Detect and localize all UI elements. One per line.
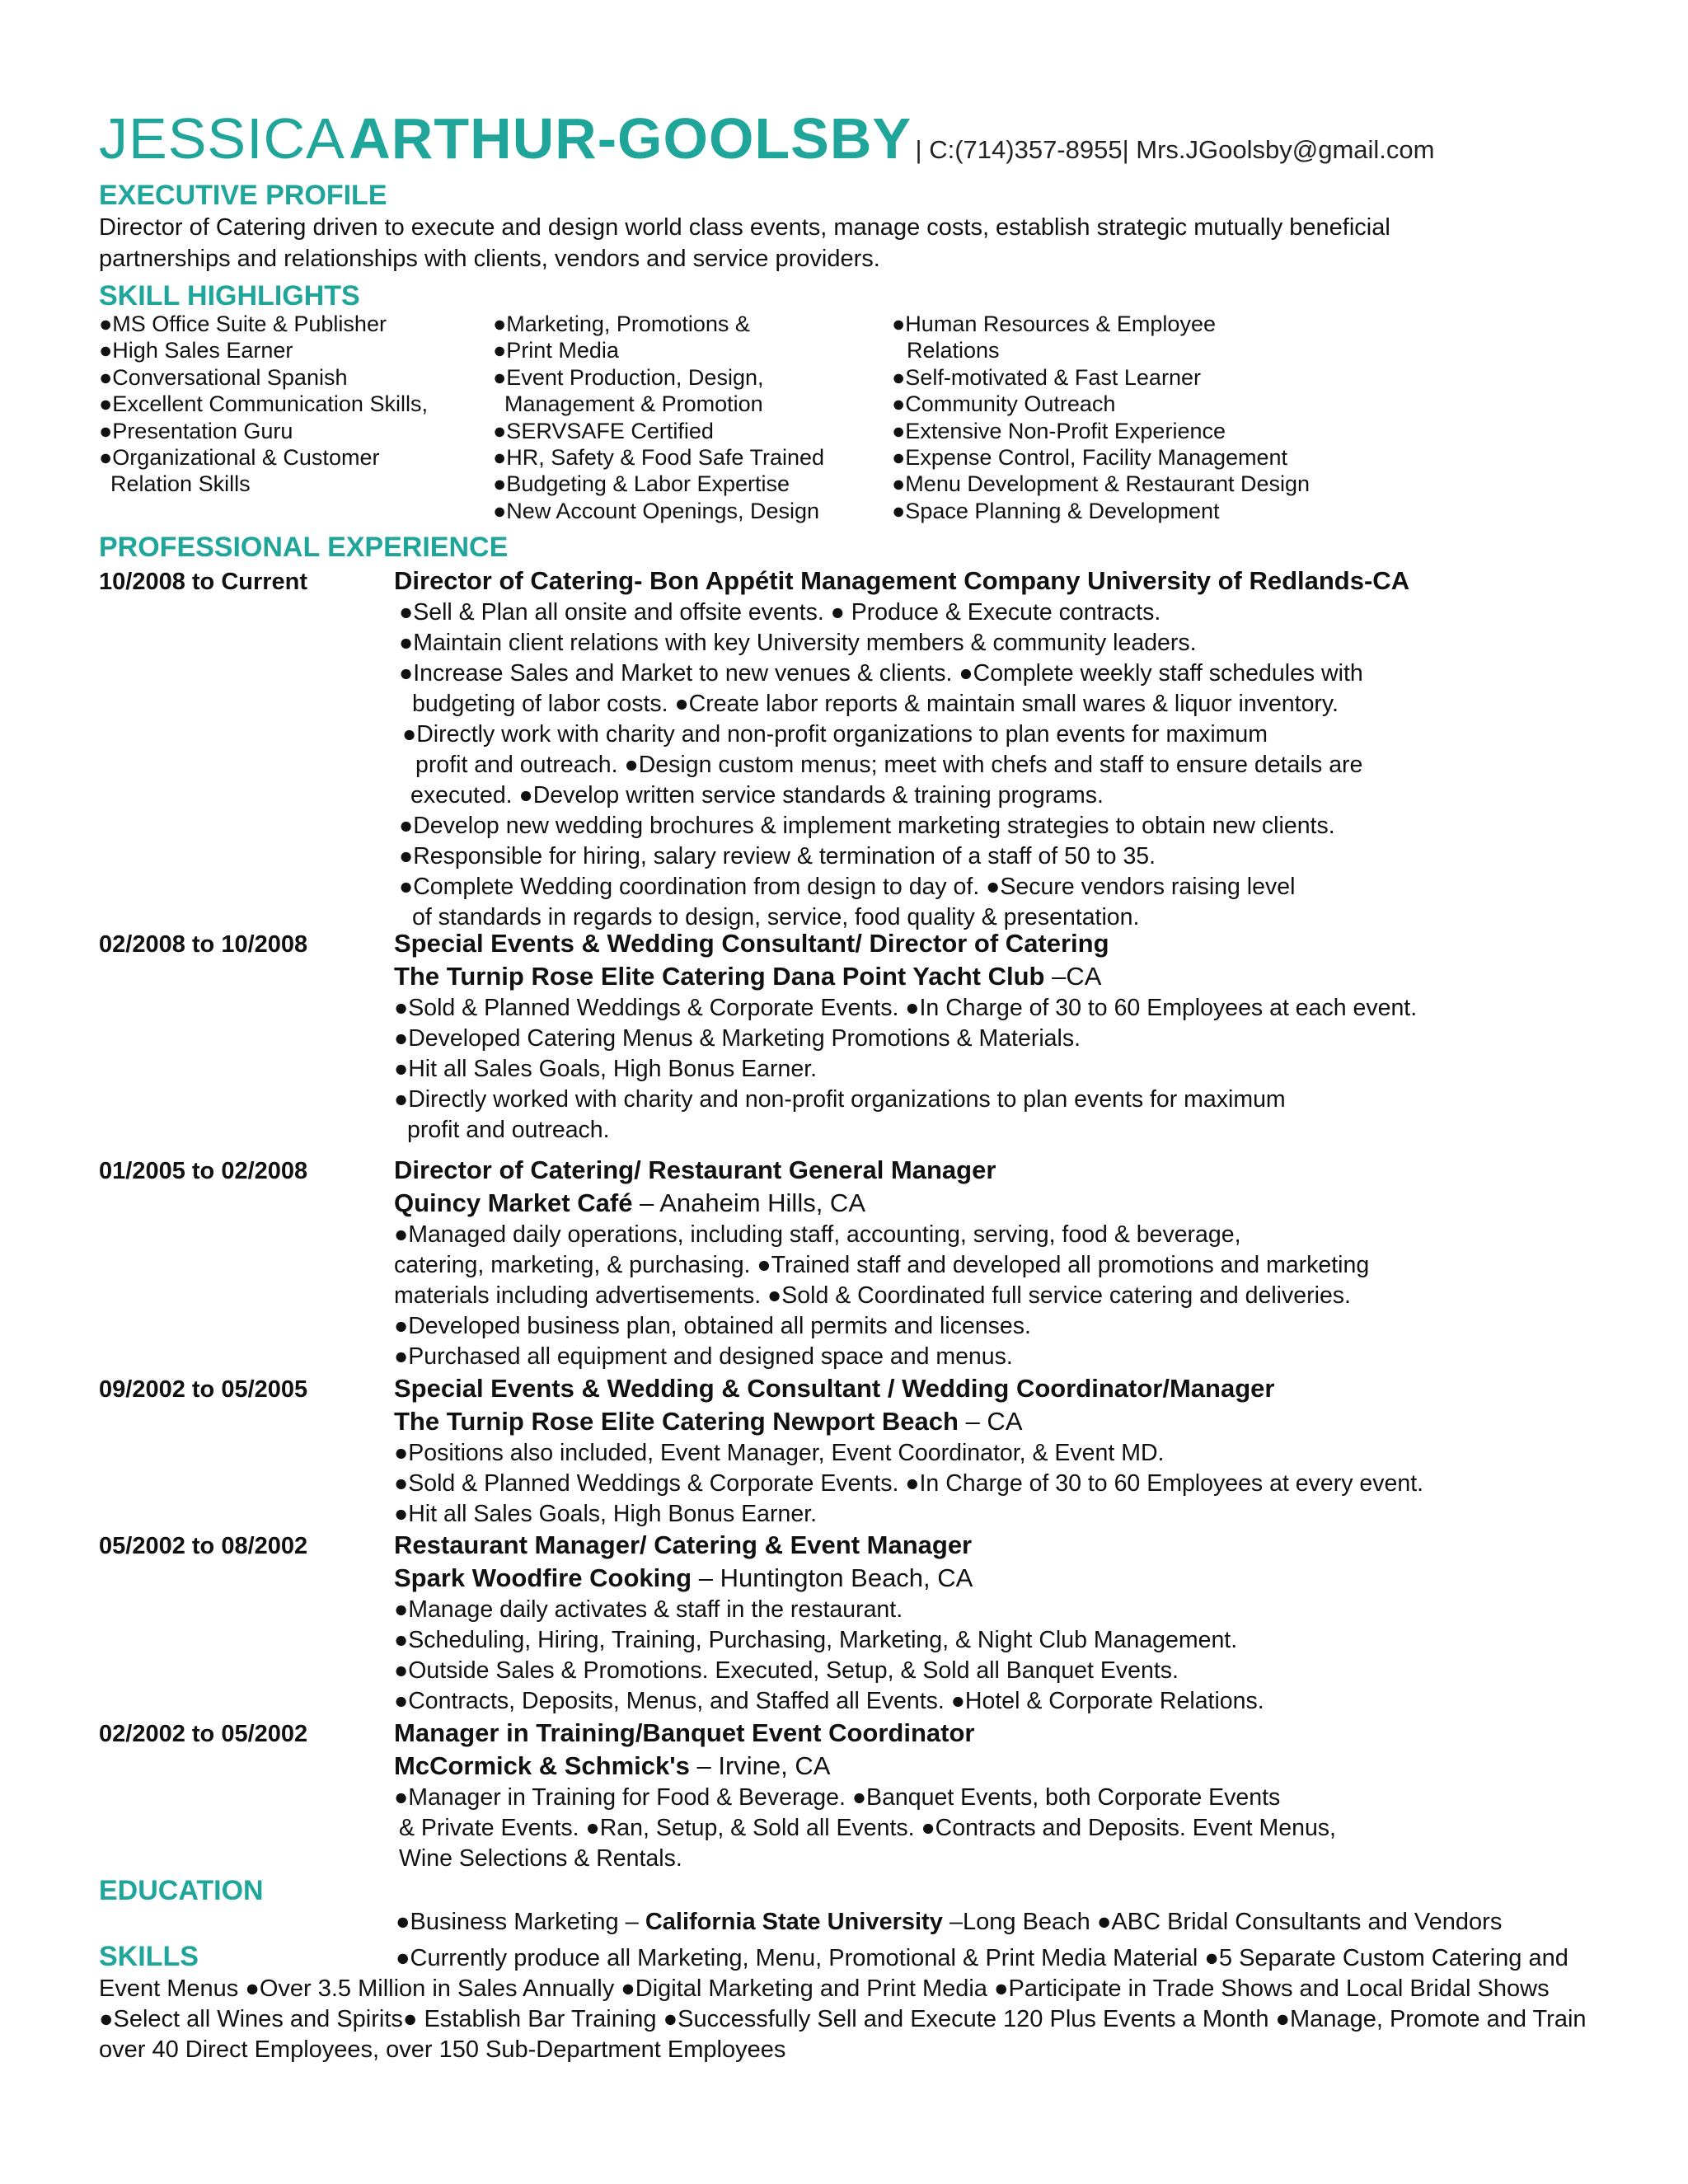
skill-column-1 — [99, 311, 428, 498]
job-bullet: ●Developed business plan, obtained all permits and licenses. — [394, 1313, 1031, 1339]
job-bullet: ●Maintain client relations with key University members & community leaders. — [399, 630, 1197, 656]
job-company — [394, 1187, 1614, 1220]
job-dates: 10/2008 to Current — [99, 569, 308, 595]
profile-line: Director of Catering driven to execute and design world class events, manage costs, establish strategic mutually beneficial — [99, 214, 1390, 241]
job-title: Director of Catering- Bon Appétit Management Company University of Redlands-CA — [394, 566, 1410, 595]
job-title: Manager in Training/Banquet Event Coordinator — [394, 1718, 975, 1747]
job-title: Restaurant Manager/ Catering & Event Manager — [394, 1530, 973, 1559]
job-bullet: ●Positions also included, Event Manager, Event Coordinator, & Event MD. — [394, 1440, 1165, 1466]
company-location: – CA — [958, 1407, 1023, 1436]
job-dates: 09/2002 to 05/2005 — [99, 1376, 308, 1403]
skill-item: ●Organizational & Customer — [99, 445, 380, 471]
skill-item: ●Print Media — [493, 338, 619, 363]
profile-line: partnerships and relationships with clients, vendors and service providers. — [99, 246, 880, 272]
job-bullet: profit and outreach. ●Design custom menus; meet with chefs and staff to ensure details are — [415, 752, 1363, 778]
job-dates: 05/2002 to 08/2002 — [99, 1533, 308, 1559]
job-dates: 01/2005 to 02/2008 — [99, 1158, 308, 1184]
job-bullet: of standards in regards to design, service, food quality & presentation. — [412, 904, 1140, 930]
education-school: California State University — [645, 1909, 943, 1935]
job-title: Special Events & Wedding & Consultant / Wedding Coordinator/Manager — [394, 1374, 1275, 1403]
job-bullet: ●Responsible for hiring, salary review & termination of a staff of 50 to 35. — [399, 843, 1156, 869]
job-bullet: ●Manage daily activates & staff in the restaurant. — [394, 1596, 903, 1623]
skill-item: ●Conversational Spanish — [99, 364, 348, 390]
skill-item: ●Excellent Communication Skills, — [99, 391, 428, 417]
job-title: Special Events & Wedding Consultant/ Director of Catering — [394, 929, 1109, 958]
job-bullet: ●Purchased all equipment and designed space and menus. — [394, 1343, 1013, 1370]
job-bullet: executed. ●Develop written service standards & training programs. — [410, 782, 1104, 808]
education-entry — [396, 1909, 1502, 1936]
job-bullet: ●Increase Sales and Market to new venues & clients. ●Complete weekly staff schedules with — [399, 660, 1363, 687]
job-entry — [394, 927, 1614, 1146]
professional-experience-heading: PROFESSIONAL EXPERIENCE — [99, 532, 509, 563]
skill-item: ●Self-motivated & Fast Learner — [892, 364, 1201, 390]
company-name: The Turnip Rose Elite Catering Newport Beach — [394, 1407, 959, 1436]
company-name: The Turnip Rose Elite Catering Dana Point Yacht Club — [394, 962, 1045, 991]
job-bullet: ●Develop new wedding brochures & implement marketing strategies to obtain new clients. — [399, 813, 1335, 839]
job-company — [394, 960, 1614, 993]
job-company — [394, 1750, 1614, 1783]
company-name: Quincy Market Café — [394, 1188, 633, 1217]
job-bullet: Wine Selections & Rentals. — [399, 1845, 682, 1872]
company-name: Spark Woodfire Cooking — [394, 1563, 692, 1592]
skill-item: ●Space Planning & Development — [892, 498, 1220, 523]
job-bullet: ●Sold & Planned Weddings & Corporate Events. ●In Charge of 30 to 60 Employees at each event. — [394, 995, 1418, 1021]
job-bullet: budgeting of labor costs. ●Create labor reports & maintain small wares & liquor inventory. — [412, 691, 1339, 717]
job-bullet: ●Directly worked with charity and non-profit organizations to plan events for maximum — [394, 1086, 1286, 1113]
skill-item: Relation Skills — [110, 471, 251, 497]
company-name: McCormick & Schmick's — [394, 1751, 690, 1780]
job-bullet: ●Scheduling, Hiring, Training, Purchasing, Marketing, & Night Club Management. — [394, 1627, 1238, 1653]
skill-item: ●Presentation Guru — [99, 418, 293, 443]
job-bullet: ●Manager in Training for Food & Beverage. ●Banquet Events, both Corporate Events — [394, 1784, 1281, 1811]
skill-item: ●High Sales Earner — [99, 338, 293, 363]
job-entry — [394, 1529, 1614, 1717]
skill-item: ●Budgeting & Labor Expertise — [493, 471, 790, 497]
executive-profile-text — [99, 212, 1599, 274]
job-dates: 02/2008 to 10/2008 — [99, 931, 308, 958]
job-company — [394, 1405, 1614, 1438]
job-bullet: ●Complete Wedding coordination from design to day of. ●Secure vendors raising level — [399, 874, 1296, 900]
skill-column-2 — [493, 311, 824, 524]
job-entry — [394, 1717, 1614, 1874]
job-dates: 02/2002 to 05/2002 — [99, 1721, 308, 1747]
job-bullet: ●Managed daily operations, including staff, accounting, serving, food & beverage, — [394, 1221, 1241, 1248]
skill-item: ●MS Office Suite & Publisher — [99, 312, 387, 336]
job-bullet: ●Sold & Planned Weddings & Corporate Events. ●In Charge of 30 to 60 Employees at every event. — [394, 1470, 1424, 1497]
education-heading: EDUCATION — [99, 1875, 264, 1906]
company-location: –CA — [1044, 962, 1102, 991]
company-location: – Huntington Beach, CA — [692, 1563, 973, 1592]
executive-profile-heading: EXECUTIVE PROFILE — [99, 180, 387, 211]
job-bullet: ●Directly work with charity and non-profit organizations to plan events for maximum — [402, 721, 1268, 748]
job-bullet: ●Hit all Sales Goals, High Bonus Earner. — [394, 1501, 818, 1527]
last-name: ARTHUR-GOOLSBY — [349, 106, 912, 171]
education-extra: –Long Beach ●ABC Bridal Consultants and Vendors — [942, 1909, 1503, 1935]
job-bullet: profit and outreach. — [407, 1117, 610, 1143]
job-bullet: & Private Events. ●Ran, Setup, & Sold all Events. ●Contracts and Deposits. Event Menus, — [399, 1815, 1336, 1841]
job-bullet: ●Outside Sales & Promotions. Executed, Setup, & Sold all Banquet Events. — [394, 1657, 1179, 1684]
job-bullet: ●Sell & Plan all onsite and offsite events. ● Produce & Execute contracts. — [399, 599, 1161, 626]
skill-item: ●Expense Control, Facility Management — [892, 445, 1288, 471]
first-name: JESSICA — [99, 106, 345, 171]
skill-item: ●Community Outreach — [892, 391, 1116, 417]
job-bullet: materials including advertisements. ●Sold & Coordinated full service catering and deliveries. — [394, 1282, 1351, 1309]
skill-item: Relations — [907, 338, 1000, 363]
skill-item: Management & Promotion — [504, 391, 763, 417]
job-bullet: ●Contracts, Deposits, Menus, and Staffed all Events. ●Hotel & Corporate Relations. — [394, 1688, 1264, 1714]
job-title: Director of Catering/ Restaurant General Manager — [394, 1155, 996, 1184]
skill-item: ●Extensive Non-Profit Experience — [892, 418, 1226, 443]
skills-heading: SKILLS — [99, 1941, 199, 1972]
job-company — [394, 1562, 1614, 1595]
job-bullet: ●Hit all Sales Goals, High Bonus Earner. — [394, 1056, 818, 1082]
skill-item: ●HR, Safety & Food Safe Trained — [493, 445, 825, 471]
skill-highlights-heading: SKILL HIGHLIGHTS — [99, 280, 360, 312]
resume-header — [99, 105, 1434, 171]
skill-item: ●Marketing, Promotions & — [493, 312, 750, 336]
skill-item: ●SERVSAFE Certified — [493, 418, 714, 443]
job-entry — [394, 565, 1614, 933]
skill-item: ●Human Resources & Employee — [892, 312, 1216, 336]
job-bullet: ●Developed Catering Menus & Marketing Promotions & Materials. — [394, 1025, 1081, 1052]
skill-item: ●Menu Development & Restaurant Design — [892, 471, 1311, 497]
skill-column-3 — [892, 311, 1310, 524]
company-location: – Anaheim Hills, CA — [632, 1188, 865, 1217]
job-entry — [394, 1154, 1614, 1372]
company-location: – Irvine, CA — [689, 1751, 831, 1780]
skill-item: ●Event Production, Design, — [493, 364, 764, 390]
job-entry — [394, 1372, 1614, 1530]
skills-text: ●Currently produce all Marketing, Menu, Promotional & Print Media Material ●5 Separate Custom Catering and Event Menus ●Over 3.5 Million in Sales Annually ●Digital Marketing and Print Media ●Participate in Trade Shows and Local Bridal Shows ●Select all Wines and Spirits● Establish Bar Training ●Successfully Sell and Execute 120 Plus Events a Month ●Manage, Promote and Train over 40 Direct Employees, over 150 Sub-Department Employees — [99, 1945, 1587, 2063]
job-bullet: catering, marketing, & purchasing. ●Trained staff and developed all promotions and marketing — [394, 1252, 1370, 1278]
education-degree: ●Business Marketing – — [396, 1909, 645, 1935]
contact-info: | C:(714)357-8955| Mrs.JGoolsby@gmail.com — [915, 135, 1435, 164]
skill-item: ●New Account Openings, Design — [493, 498, 820, 523]
